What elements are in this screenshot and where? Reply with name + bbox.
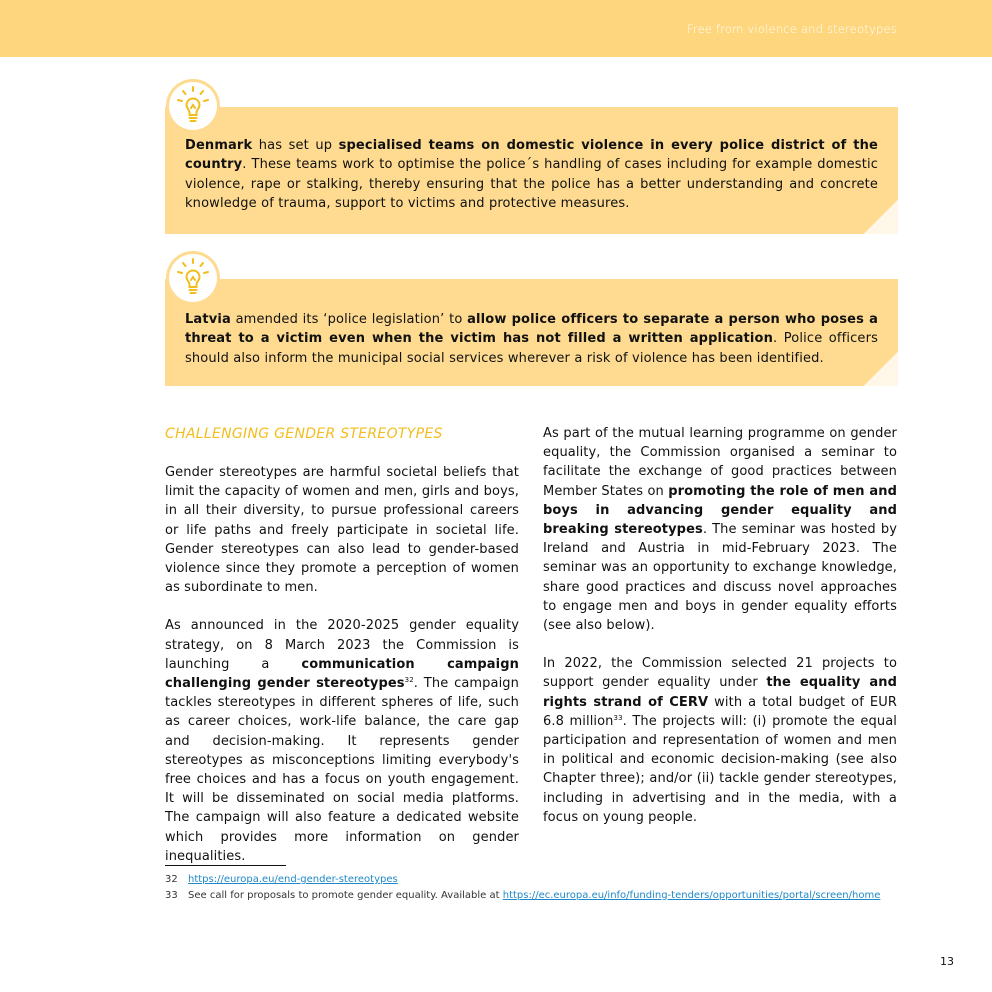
example-box-text: Denmark has set up specialised teams on domestic violence in every police district of the country. These teams work to optimise the police´s handling of cases including for example domestic violence, rape or stalking, thereby ensuring that the police has a better understanding and concrete knowledge of trauma, support to victims and protective measures.	[185, 138, 879, 211]
paragraph: Gender stereotypes are harmful societal beliefs that limit the capacity of women and men, girls and boys, in all their diversity, to pursue professional careers or life paths and freely participate in societal life. Gender stereotypes can also lead to gender-based violence since they promote a perception of women as subordinate to men.	[165, 465, 519, 596]
footnote-ref[interactable]: 33	[613, 713, 623, 722]
footnote: 32 https://europa.eu/end-gender-stereotypes	[165, 874, 398, 885]
lightbulb-icon	[165, 250, 221, 306]
right-column	[543, 424, 897, 846]
footnote-divider	[165, 865, 286, 866]
header-band	[0, 0, 992, 57]
header-title: Free from violence and stereotypes	[686, 22, 897, 36]
section-heading: CHALLENGING GENDER STEREOTYPES	[165, 426, 443, 442]
example-box-text: Latvia amended its ‘police legislation’ to allow police officers to separate a person who poses a threat to a victim even when the victim has not filled a written application. Police officers should also inform the municipal social services wherever a risk of violence has been identified.	[185, 312, 878, 366]
page-fold-corner	[864, 352, 898, 386]
paragraph: As announced in the 2020-2025 gender equality strategy, on 8 March 2023 the Commission is launching a communication campaign challenging gender stereotypes$^{32}$. The campaign tackles stereotypes in different spheres of life, such as career choices, work-life balance, the care gap and decision-making. It represents gender stereotypes as misconceptions limiting everybody's free choices and has a focus on youth engagement. It will be disseminated on social media platforms. The campaign will also feature a dedicated website which provides more information on gender inequalities.	[165, 618, 520, 864]
paragraph: As part of the mutual learning programme on gender equality, the Commission organised a seminar to facilitate the exchange of good practices between Member States on promoting the role of men and boys in advancing gender equality and breaking stereotypes. The seminar was hosted by Ireland and Austria in mid-February 2023. The seminar was an opportunity to exchange knowledge, share good practices and discuss novel approaches to engage men and boys in gender equality efforts (see also below).	[543, 426, 897, 634]
example-box-denmark	[165, 107, 898, 234]
country-name: Denmark	[185, 138, 253, 153]
footnotes	[165, 872, 905, 903]
page-fold-corner	[864, 200, 898, 234]
paragraph: In 2022, the Commission selected 21 projects to support gender equality under the equality and rights strand of CERV with a total budget of EUR 6.8 million$^{33}$. The projects will: (i) promote the equal participation and representation of women and men in political and economic decision-making (see also Chapter three); and/or (ii) tackle gender stereotypes, including in advertising and in the media, with a focus on young people.	[543, 656, 897, 825]
footnote-ref[interactable]: 32	[404, 676, 414, 685]
lightbulb-icon	[165, 78, 221, 134]
footnote-link[interactable]: https://ec.europa.eu/info/funding-tenders/opportunities/portal/screen/home	[502, 889, 881, 901]
country-name: Latvia	[185, 312, 231, 327]
left-column	[165, 424, 519, 885]
page-number: 13	[940, 955, 954, 968]
example-box-latvia	[165, 279, 898, 386]
footnote-link[interactable]: https://europa.eu/end-gender-stereotypes	[188, 874, 398, 885]
footnote: 33 See call for proposals to promote gender equality. Available at https://ec.europa.eu/info/funding-tenders/opportunities/portal/screen/home	[165, 889, 881, 901]
